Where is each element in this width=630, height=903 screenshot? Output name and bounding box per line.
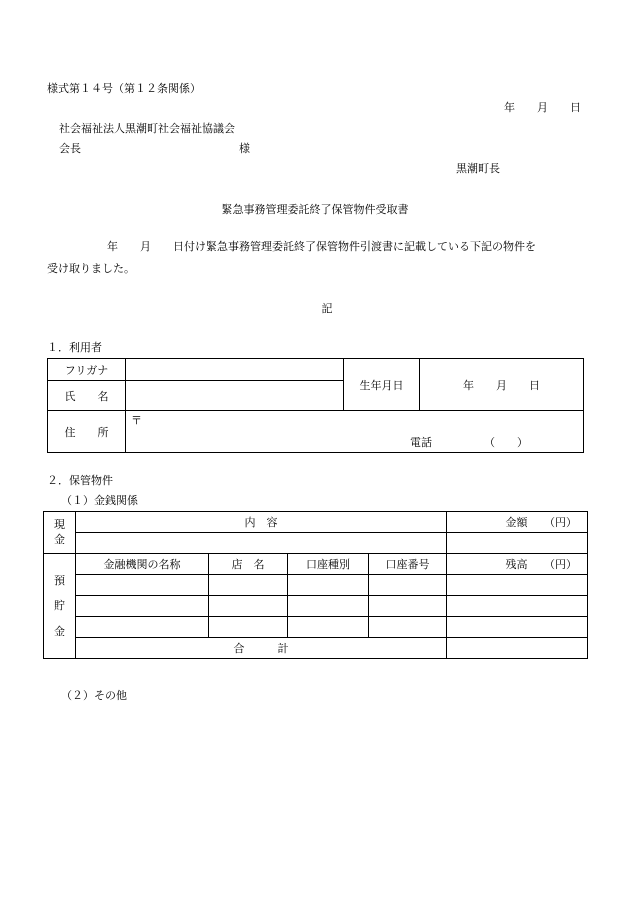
body-line-1: 年 月 日付け緊急事務管理委託終了保管物件引渡書に記載している下記の物件を [107,240,536,253]
addressee-title: 会長 [59,142,81,155]
document-title: 緊急事務管理委託終了保管物件受取書 [221,203,409,216]
bank-header: 金融機関の名称 [76,554,209,575]
addressee-honorific: 様 [239,142,250,155]
other-subsection-heading: （２）その他 [61,689,127,702]
address-field[interactable] [126,411,584,453]
user-table [47,358,584,453]
branch-cell[interactable] [209,596,288,617]
bank-cell[interactable] [76,596,209,617]
account-type-header: 口座種別 [288,554,369,575]
cash-label: 現金 [44,512,76,554]
money-table [43,511,588,659]
total-label: 合 計 [76,638,447,659]
section-items-heading: ２．保管物件 [47,474,113,487]
bank-cell[interactable] [76,617,209,638]
branch-cell[interactable] [209,617,288,638]
account-no-cell[interactable] [369,575,447,596]
cash-amount-cell[interactable] [447,533,588,554]
body-line-2: 受け取りました。 [47,262,135,275]
furigana-label: フリガナ [48,359,126,381]
account-no-header: 口座番号 [369,554,447,575]
total-cell[interactable] [447,638,588,659]
postal-mark: 〒 [131,414,142,427]
amount-header: 金額 （円） [447,512,588,533]
phone-paren: （ ） [484,436,528,449]
birthdate-value[interactable]: 年 月 日 [420,359,584,411]
account-no-cell[interactable] [369,596,447,617]
addressee-org: 社会福祉法人黒潮町社会福祉協議会 [59,122,235,135]
deposit-label-text: 預貯金 [54,574,65,638]
content-header: 内 容 [76,512,447,533]
phone-label: 電話 [410,436,432,449]
balance-cell[interactable] [447,596,588,617]
sender: 黒潮町長 [456,162,500,175]
deposit-label [44,554,76,659]
branch-cell[interactable] [209,575,288,596]
branch-header: 店 名 [209,554,288,575]
name-label: 氏 名 [48,381,126,411]
deposit-row [44,617,588,638]
form-number: 様式第１４号（第１２条関係） [47,82,201,95]
deposit-row [44,575,588,596]
balance-header: 残高 （円） [447,554,588,575]
account-type-cell[interactable] [288,575,369,596]
account-type-cell[interactable] [288,596,369,617]
ki-marker: 記 [321,302,333,315]
cash-content-cell[interactable] [76,533,447,554]
money-subsection-heading: （１）金銭関係 [61,494,138,507]
account-no-cell[interactable] [369,617,447,638]
section-user-heading: １．利用者 [47,341,102,354]
date-line: 年 月 日 [504,101,581,114]
name-field[interactable] [126,381,344,411]
furigana-field[interactable] [126,359,344,381]
account-type-cell[interactable] [288,617,369,638]
balance-cell[interactable] [447,617,588,638]
bank-cell[interactable] [76,575,209,596]
birthdate-label: 生年月日 [344,359,420,411]
balance-cell[interactable] [447,575,588,596]
deposit-row [44,596,588,617]
address-label: 住 所 [48,411,126,453]
